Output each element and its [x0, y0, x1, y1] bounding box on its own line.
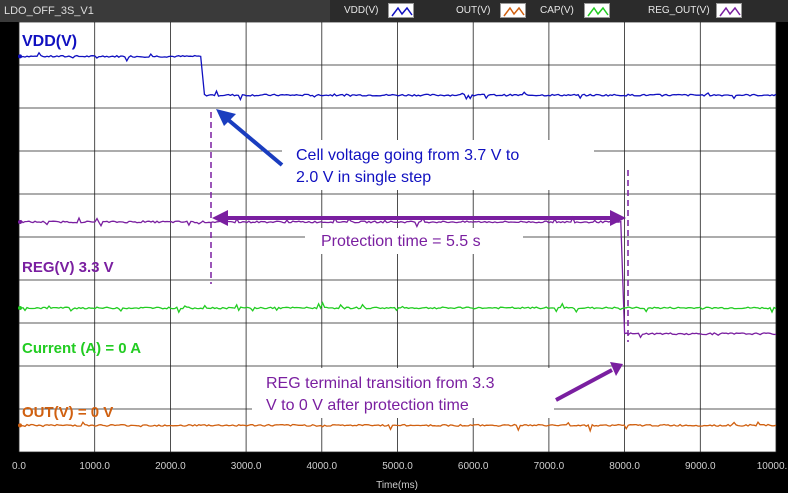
cell-voltage-note-line2: 2.0 V in single step — [296, 169, 432, 186]
trace-marker — [18, 306, 22, 310]
x-tick-label: 0.0 — [12, 461, 26, 472]
out-trace-label: OUT(V) = 0 V — [22, 404, 114, 421]
file-tab[interactable]: LDO_OFF_3S_V1 — [0, 0, 330, 22]
vdd-trace-label: VDD(V) — [22, 33, 78, 50]
x-tick-label: 4000.0 — [306, 461, 338, 472]
legend-label: VDD(V) — [344, 5, 379, 16]
reg-transition-note-line1: REG terminal transition from 3.3 — [266, 375, 495, 392]
legend-item-3[interactable] — [648, 0, 710, 22]
legend-swatch-icon — [388, 3, 414, 18]
legend-swatch-icon — [500, 3, 526, 18]
trace-marker — [18, 220, 22, 224]
legend-swatch-icon — [584, 3, 610, 18]
trace-marker — [18, 423, 22, 427]
legend-label: CAP(V) — [540, 5, 574, 16]
x-tick-label: 10000. — [756, 461, 788, 472]
trace-marker — [18, 54, 22, 58]
legend-label: OUT(V) — [456, 5, 491, 16]
x-tick-label: 7000.0 — [533, 461, 565, 472]
protection-time-note: Protection time = 5.5 s — [321, 233, 481, 250]
x-tick-label: 2000.0 — [155, 461, 186, 472]
x-tick-label: 3000.0 — [230, 461, 262, 472]
reg-trace-label: REG(V) 3.3 V — [22, 259, 114, 276]
x-tick-label: 8000.0 — [609, 461, 640, 472]
x-tick-label: 9000.0 — [685, 461, 716, 472]
legend-item-0[interactable] — [344, 0, 378, 22]
legend-item-2[interactable] — [540, 0, 574, 22]
current-trace-label: Current (A) = 0 A — [22, 340, 142, 357]
oscilloscope-chart — [0, 22, 788, 493]
cell-voltage-note-line1: Cell voltage going from 3.7 V to — [296, 147, 520, 164]
legend-bar — [0, 0, 788, 22]
reg-transition-note-line2: V to 0 V after protection time — [266, 397, 469, 414]
legend-swatch-icon — [716, 3, 742, 18]
legend-item-1[interactable] — [456, 0, 490, 22]
x-tick-label: 5000.0 — [382, 461, 413, 472]
x-tick-label: 6000.0 — [457, 461, 489, 472]
legend-label: REG_OUT(V) — [648, 5, 710, 16]
x-axis-label: Time(ms) — [376, 480, 418, 491]
x-tick-label: 1000.0 — [79, 461, 110, 472]
